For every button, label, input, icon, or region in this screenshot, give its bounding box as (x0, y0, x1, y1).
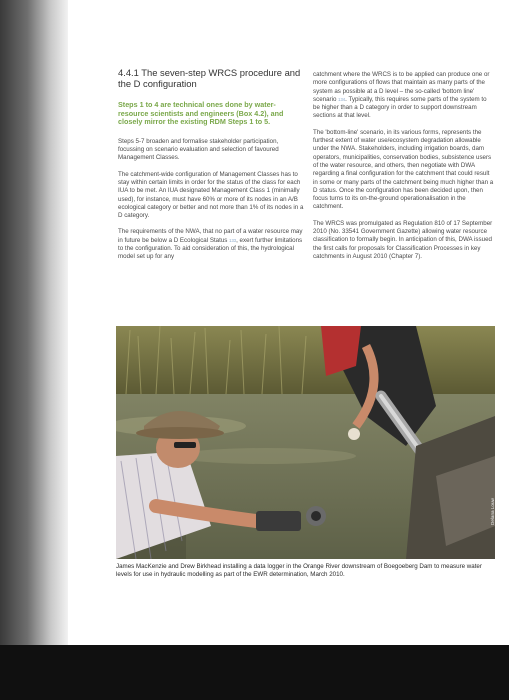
left-column (118, 68, 304, 270)
paragraph-bottom-line-scenario: The 'bottom-line' scenario, in its various forms, represents the furthest extent of water use/ecosystem degradation allowable under the NWA. Stakeholders, including irrigation boards, dam operators, municipalities, conservation bodies, subsistence users of the water resource, and others, then negotiate with DWA regarding a final configuration for the catchment that could result in some or many parts of the catchment being much higher than a D status. Once the configuration has been decided upon, then focus turns to its on-the-ground operationalisation in the catchment. (313, 128, 494, 211)
field-photo (116, 326, 495, 559)
paragraph-text: , exert further limitations to the configuration. To aid consideration of this, the hydrological model set up for any (118, 236, 303, 261)
right-column (313, 71, 495, 269)
field-photo-illustration (116, 326, 495, 559)
paragraph-bottom-line-intro (313, 71, 495, 121)
book-gutter-shadow (0, 0, 68, 645)
paragraph-text: . Typically, this requires some parts of the system to be higher than a D category in order to support downstream sections at that level. (313, 95, 487, 120)
photo-caption: James MacKenzie and Drew Birkhead installing a data logger in the Orange River downstream of Boegoeberg Dam to measure water levels for use in hydraulic modelling as part of the EWR determination, March 2010. (116, 563, 482, 579)
paragraph-nwa-requirements (118, 228, 304, 261)
section-title: 4.4.1 The seven-step WRCS procedure and the D configuration (118, 67, 301, 89)
paragraph-text: The requirements of the NWA, that no part of a water resource may in future be below a D Ecological Status (118, 228, 303, 244)
paragraph-text: catchment where the WRCS is to be applied can produce one or more configurations of flows that maintain as many parts of the system as possible at a D level – the so-called 'bottom line' scenario (313, 71, 490, 103)
scan-bottom-band (0, 645, 509, 700)
paragraph-steps: Steps 5-7 broaden and formalise stakeholder participation, focussing on scenario evaluation and selection of favoured Management Classes. (118, 137, 279, 162)
section-lead: Steps 1 to 4 are technical ones done by water-resource scientists and engineers (Box 4.2), and closely mirror the existing RDM Steps 1 to 5. (118, 100, 284, 127)
paragraph-wrcs-promulgation: The WRCS was promulgated as Regulation 810 of 17 September 2010 (No. 33541 Government Gazette) allowing water resource classification to formally begin. In anticipation of this, DWA issued the first calls for proposals for Classification Processes in key catchments in August 2010 (Chapter 7). (313, 219, 493, 260)
photo-credit: Delana Louw (490, 498, 495, 525)
reference-marker: 134 (338, 96, 346, 102)
reference-marker: 133 (229, 237, 237, 243)
paragraph-configuration: The catchment-wide configuration of Management Classes has to stay within certain limits in order for the status of the class for each IUA to be met. An IUA designated Management Class 1 (minimally used), for instance, must have 60% or more of its nodes in an A/B ecological category or better and not more than 1% of its nodes in a D category. (118, 170, 304, 220)
